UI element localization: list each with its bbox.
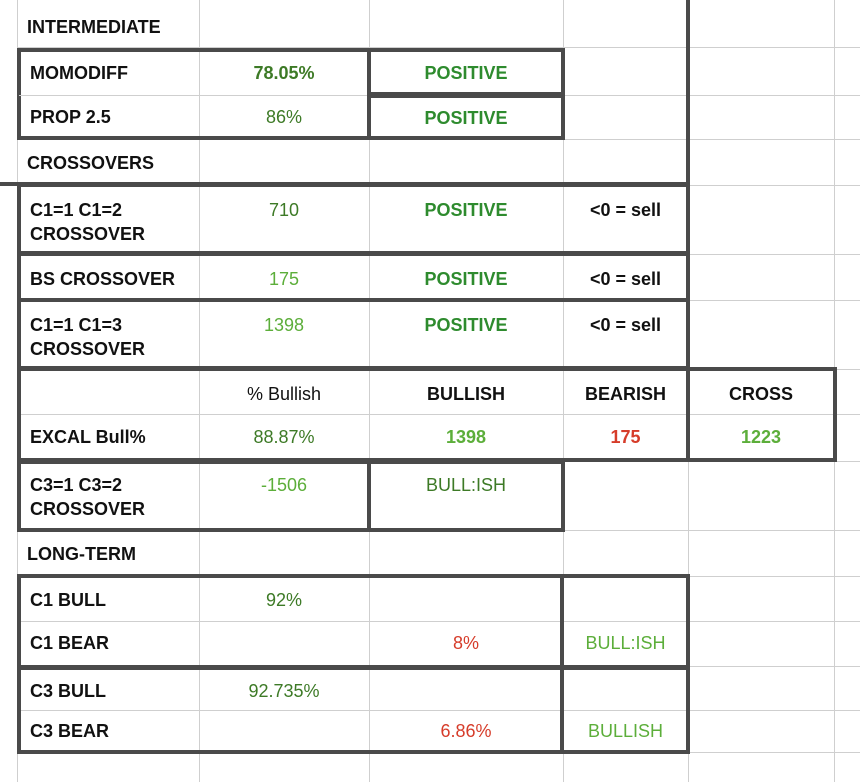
crossover2-label: BS CROSSOVER bbox=[30, 269, 176, 289]
c3-bull-value: 92.735% bbox=[248, 681, 320, 701]
crossover3-label-line1: C1=1 C1=3 bbox=[30, 315, 123, 335]
section-intermediate: INTERMEDIATE bbox=[27, 17, 161, 37]
c3-crossover-label-line2: CROSSOVER bbox=[30, 499, 146, 519]
crossover3-label-line2: CROSSOVER bbox=[30, 339, 146, 359]
prop-status: POSITIVE bbox=[424, 108, 508, 128]
section-long-term: LONG-TERM bbox=[27, 544, 136, 564]
excal-cross-value: 1223 bbox=[740, 427, 782, 447]
c1-bear-label: C1 BEAR bbox=[30, 633, 110, 653]
crossover3-status: POSITIVE bbox=[424, 315, 508, 335]
prop-value: 86% bbox=[265, 107, 303, 127]
c3-crossover-label-line1: C3=1 C3=2 bbox=[30, 475, 123, 495]
crossover1-value: 710 bbox=[268, 200, 300, 220]
c3-bear-value: 6.86% bbox=[440, 721, 492, 741]
c3-bear-label: C3 BEAR bbox=[30, 721, 110, 741]
crossover3-value: 1398 bbox=[263, 315, 305, 335]
momodiff-status: POSITIVE bbox=[424, 63, 508, 83]
crossover1-label-line2: CROSSOVER bbox=[30, 224, 146, 244]
excal-bearish-value: 175 bbox=[610, 427, 641, 447]
c1-bear-value: 8% bbox=[452, 633, 479, 653]
c1-bull-value: 92% bbox=[265, 590, 303, 610]
c3-crossover-status: BULL:ISH bbox=[425, 475, 507, 495]
crossover2-rule: <0 = sell bbox=[589, 269, 662, 289]
momodiff-value: 78.05% bbox=[253, 63, 315, 83]
c3-bull-label: C3 BULL bbox=[30, 681, 106, 701]
crossover1-status: POSITIVE bbox=[424, 200, 508, 220]
c1-bull-label: C1 BULL bbox=[30, 590, 106, 610]
c1-bear-status: BULL:ISH bbox=[585, 633, 666, 653]
excal-pct-bullish: 88.87% bbox=[253, 427, 315, 447]
excal-header-pct-bullish: % Bullish bbox=[246, 384, 322, 404]
excal-label: EXCAL Bull% bbox=[30, 427, 146, 447]
crossover2-status: POSITIVE bbox=[424, 269, 508, 289]
prop-label: PROP 2.5 bbox=[30, 107, 111, 127]
c3-bear-status: BULLISH bbox=[587, 721, 664, 741]
excal-header-bearish: BEARISH bbox=[584, 384, 666, 404]
crossover1-label-line1: C1=1 C1=2 bbox=[30, 200, 123, 220]
crossover2-value: 175 bbox=[268, 269, 300, 289]
c3-crossover-value: -1506 bbox=[260, 475, 308, 495]
excal-bullish-value: 1398 bbox=[445, 427, 487, 447]
section-crossovers: CROSSOVERS bbox=[27, 153, 155, 173]
crossover1-rule: <0 = sell bbox=[589, 200, 662, 220]
excal-header-bullish: BULLISH bbox=[427, 384, 505, 404]
momodiff-label: MOMODIFF bbox=[30, 63, 128, 83]
excal-header-cross: CROSS bbox=[728, 384, 793, 404]
crossover3-rule: <0 = sell bbox=[589, 315, 662, 335]
